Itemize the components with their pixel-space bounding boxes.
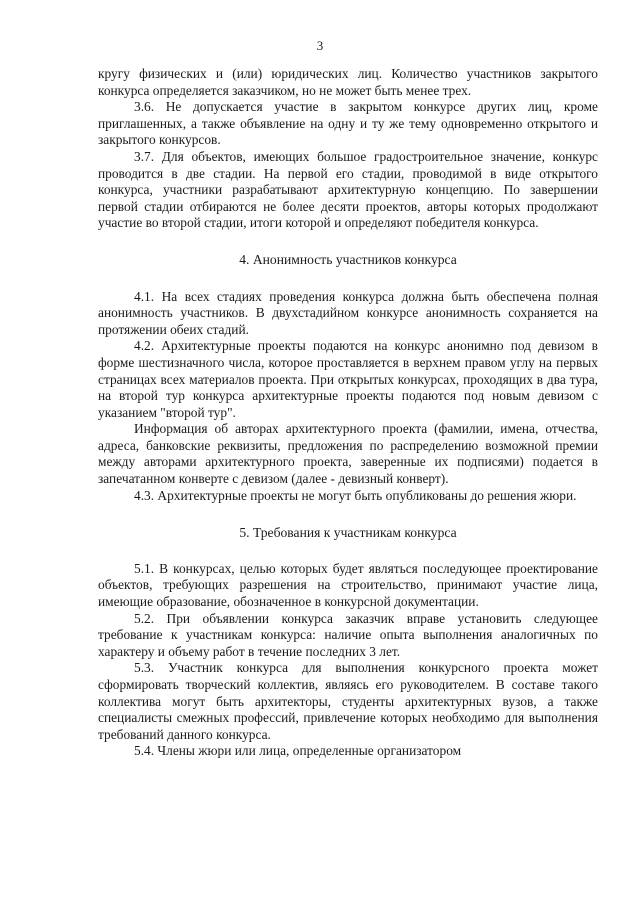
- paragraph-authors-info: Информация об авторах архитектурного проекта (фамилии, имена, отчества, адреса, банковские реквизиты, предложения по распределению возможной премии между авторами архитектурного проекта, заверенные их подписями) подается в запечатанном конверте с девизом (далее - девизный конверт).: [98, 421, 598, 487]
- paragraph-4-2: 4.2. Архитектурные проекты подаются на конкурс анонимно под девизом в форме шестизначного числа, которое проставляется в верхнем правом углу на первых страницах всех материалов проекта. При открытых конкурсах, проходящих в два тура, на второй тур конкурса архитектурные проекты подаются под новым девизом с указанием "второй тур".: [98, 338, 598, 420]
- document-body: [98, 66, 598, 760]
- paragraph-4-1: 4.1. На всех стадиях проведения конкурса должна быть обеспечена полная анонимность участников. В двухстадийном конкурсе анонимность сохраняется на протяжении обеих стадий.: [98, 288, 598, 337]
- paragraph-3-6: 3.6. Не допускается участие в закрытом конкурсе других лиц, кроме приглашенных, а также объявление на одну и ту же тему одновременно открытого и закрытого конкурсов.: [98, 99, 598, 148]
- paragraph-continuation: кругу физических и (или) юридических лиц. Количество участников закрытого конкурса определяется заказчиком, но не может быть менее трех.: [98, 66, 598, 98]
- section-4-heading: 4. Анонимность участников конкурса: [239, 251, 457, 267]
- paragraph-3-7: 3.7. Для объектов, имеющих большое градостроительное значение, конкурс проводится в две стадии. На первой его стадии, проводимой в виде открытого конкурса, участники разрабатывают архитектурную концепцию. По завершении первой стадии отбираются не более десяти проектов, авторы которых продолжают участие во второй стадии, итоги которой и определяют победителя конкурса.: [98, 148, 598, 231]
- paragraph-5-2: 5.2. При объявлении конкурса заказчик вправе установить следующее требование к участникам конкурса: наличие опыта выполнения аналогичных по характеру и объему работ в течение последних 3 лет.: [98, 610, 598, 659]
- section-5-heading: 5. Требования к участникам конкурса: [239, 525, 457, 541]
- paragraph-5-3: 5.3. Участник конкурса для выполнения конкурсного проекта может сформировать творческий коллектив, являясь его руководителем. В составе такого коллектива могут быть архитекторы, студенты архитектурных вузов, а также специалисты смежных профессий, привлечение которых необходимо для выполнения требований данного конкурса.: [98, 660, 598, 742]
- paragraph-4-3: 4.3. Архитектурные проекты не могут быть опубликованы до решения жюри.: [134, 487, 577, 503]
- paragraph-5-1: 5.1. В конкурсах, целью которых будет являться последующее проектирование объектов, требующих разрешения на строительство, принимают участие лица, имеющие образование, обозначенное в конкурсной документации.: [98, 560, 598, 610]
- paragraph-5-4: 5.4. Члены жюри или лица, определенные организатором: [134, 743, 462, 759]
- page-number: 3: [316, 38, 324, 53]
